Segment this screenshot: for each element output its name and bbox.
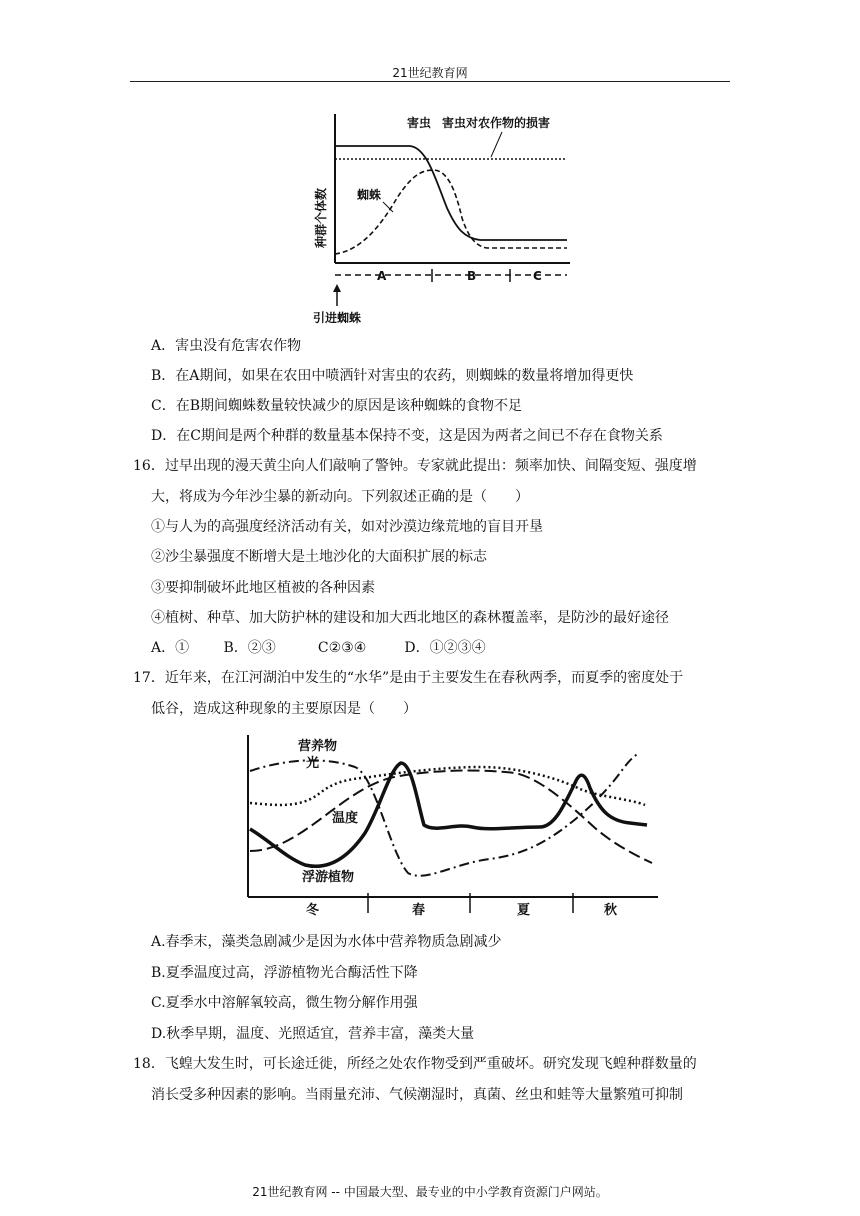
q18-stem-line2: 消长受多种因素的影响。当雨量充沛、气候潮湿时，真菌、丝虫和蛙等大量繁殖可抑制	[151, 1087, 683, 1103]
seasonal-factors-figure	[240, 733, 660, 923]
spider-label: 蜘蛛	[357, 188, 382, 202]
period-a-label: A	[377, 269, 387, 283]
period-b-label: B	[467, 269, 477, 283]
damage-label: 害虫对农作物的损害	[442, 116, 551, 130]
plankton-curve	[250, 763, 647, 866]
q15-option-b: B．在A期间，如果在农田中喷洒针对害虫的农药，则蜘蛛的数量将增加得更快	[151, 368, 634, 384]
intro-arrow-head	[333, 284, 341, 292]
population-figure	[305, 108, 590, 330]
period-c-label: C	[533, 269, 542, 283]
damage-pointer	[491, 132, 502, 157]
page-footer: 21世纪教育网 -- 中国最大型、最专业的中小学教育资源门户网站。	[252, 1185, 608, 1199]
population-axis-label: 种群个体数	[314, 187, 328, 249]
q16-option-d: D．①②③④	[404, 640, 486, 656]
q16-stem-line2: 大，将成为今年沙尘暴的新动向。下列叙述正确的是（ ）	[151, 489, 529, 505]
q15-option-d: D．在C期间是两个种群的数量基本保持不变，这是因为两者之间已不存在食物关系	[151, 428, 663, 444]
q17-option-c: C.夏季水中溶解氧较高，微生物分解作用强	[151, 995, 418, 1011]
q16-stem-line1: 16．过早出现的漫天黄尘向人们敲响了警钟。专家就此提出：频率加快、间隔变短、强度增	[133, 458, 697, 474]
page-header: 21世纪教育网	[392, 66, 468, 80]
q16-option-a: A．①	[151, 640, 190, 656]
light-curve	[250, 771, 652, 863]
q16-options	[151, 638, 486, 658]
q17-stem-line1: 17．近年来，在江河湖泊中发生的“水华”是由于主要发生在春秋两季，而夏季的密度处于	[133, 670, 684, 686]
pest-label: 害虫	[407, 116, 432, 130]
q15-option-a: A．害虫没有危害农作物	[151, 338, 302, 354]
q16-item-3: ③要抑制破坏此地区植被的各种因素	[151, 580, 375, 596]
q16-option-c: C②③④	[317, 640, 367, 656]
temperature-curve	[250, 767, 645, 805]
q15-option-c: C．在B期间蜘蛛数量较快减少的原因是该种蜘蛛的食物不足	[151, 398, 522, 414]
q17-option-d: D.秋季早期，温度、光照适宜，营养丰富，藻类大量	[151, 1026, 475, 1042]
header-divider	[130, 81, 730, 82]
q17-option-a: A.春季末，藻类急剧减少是因为水体中营养物质急剧减少	[151, 934, 502, 950]
season-winter: 冬	[306, 903, 320, 918]
spider-curve	[335, 170, 567, 254]
season-spring: 春	[412, 903, 426, 918]
q16-option-b: B．②③	[223, 640, 276, 656]
q16-item-4: ④植树、种草、加大防护林的建设和加大西北地区的森林覆盖率，是防沙的最好途径	[151, 610, 669, 626]
q17-option-b: B.夏季温度过高，浮游植物光合酶活性下降	[151, 965, 418, 981]
q17-stem-line2: 低谷，造成这种现象的主要原因是（ ）	[151, 701, 417, 717]
plankton-label: 浮游植物	[302, 870, 355, 885]
light-label: 光	[306, 756, 320, 771]
intro-label: 引进蜘蛛	[313, 311, 362, 325]
nutrients-label: 营养物	[298, 739, 338, 754]
q18-stem-line1: 18．飞蝗大发生时，可长途迁徙，所经之处农作物受到严重破坏。研究发现飞蝗种群数量的	[133, 1056, 697, 1072]
season-autumn: 秋	[604, 903, 618, 918]
q16-item-1: ①与人为的高强度经济活动有关，如对沙漠边缘荒地的盲目开垦	[151, 519, 543, 535]
q16-item-2: ②沙尘暴强度不断增大是土地沙化的大面积扩展的标志	[151, 549, 487, 565]
temperature-label: 温度	[332, 811, 359, 826]
season-summer: 夏	[517, 903, 531, 918]
